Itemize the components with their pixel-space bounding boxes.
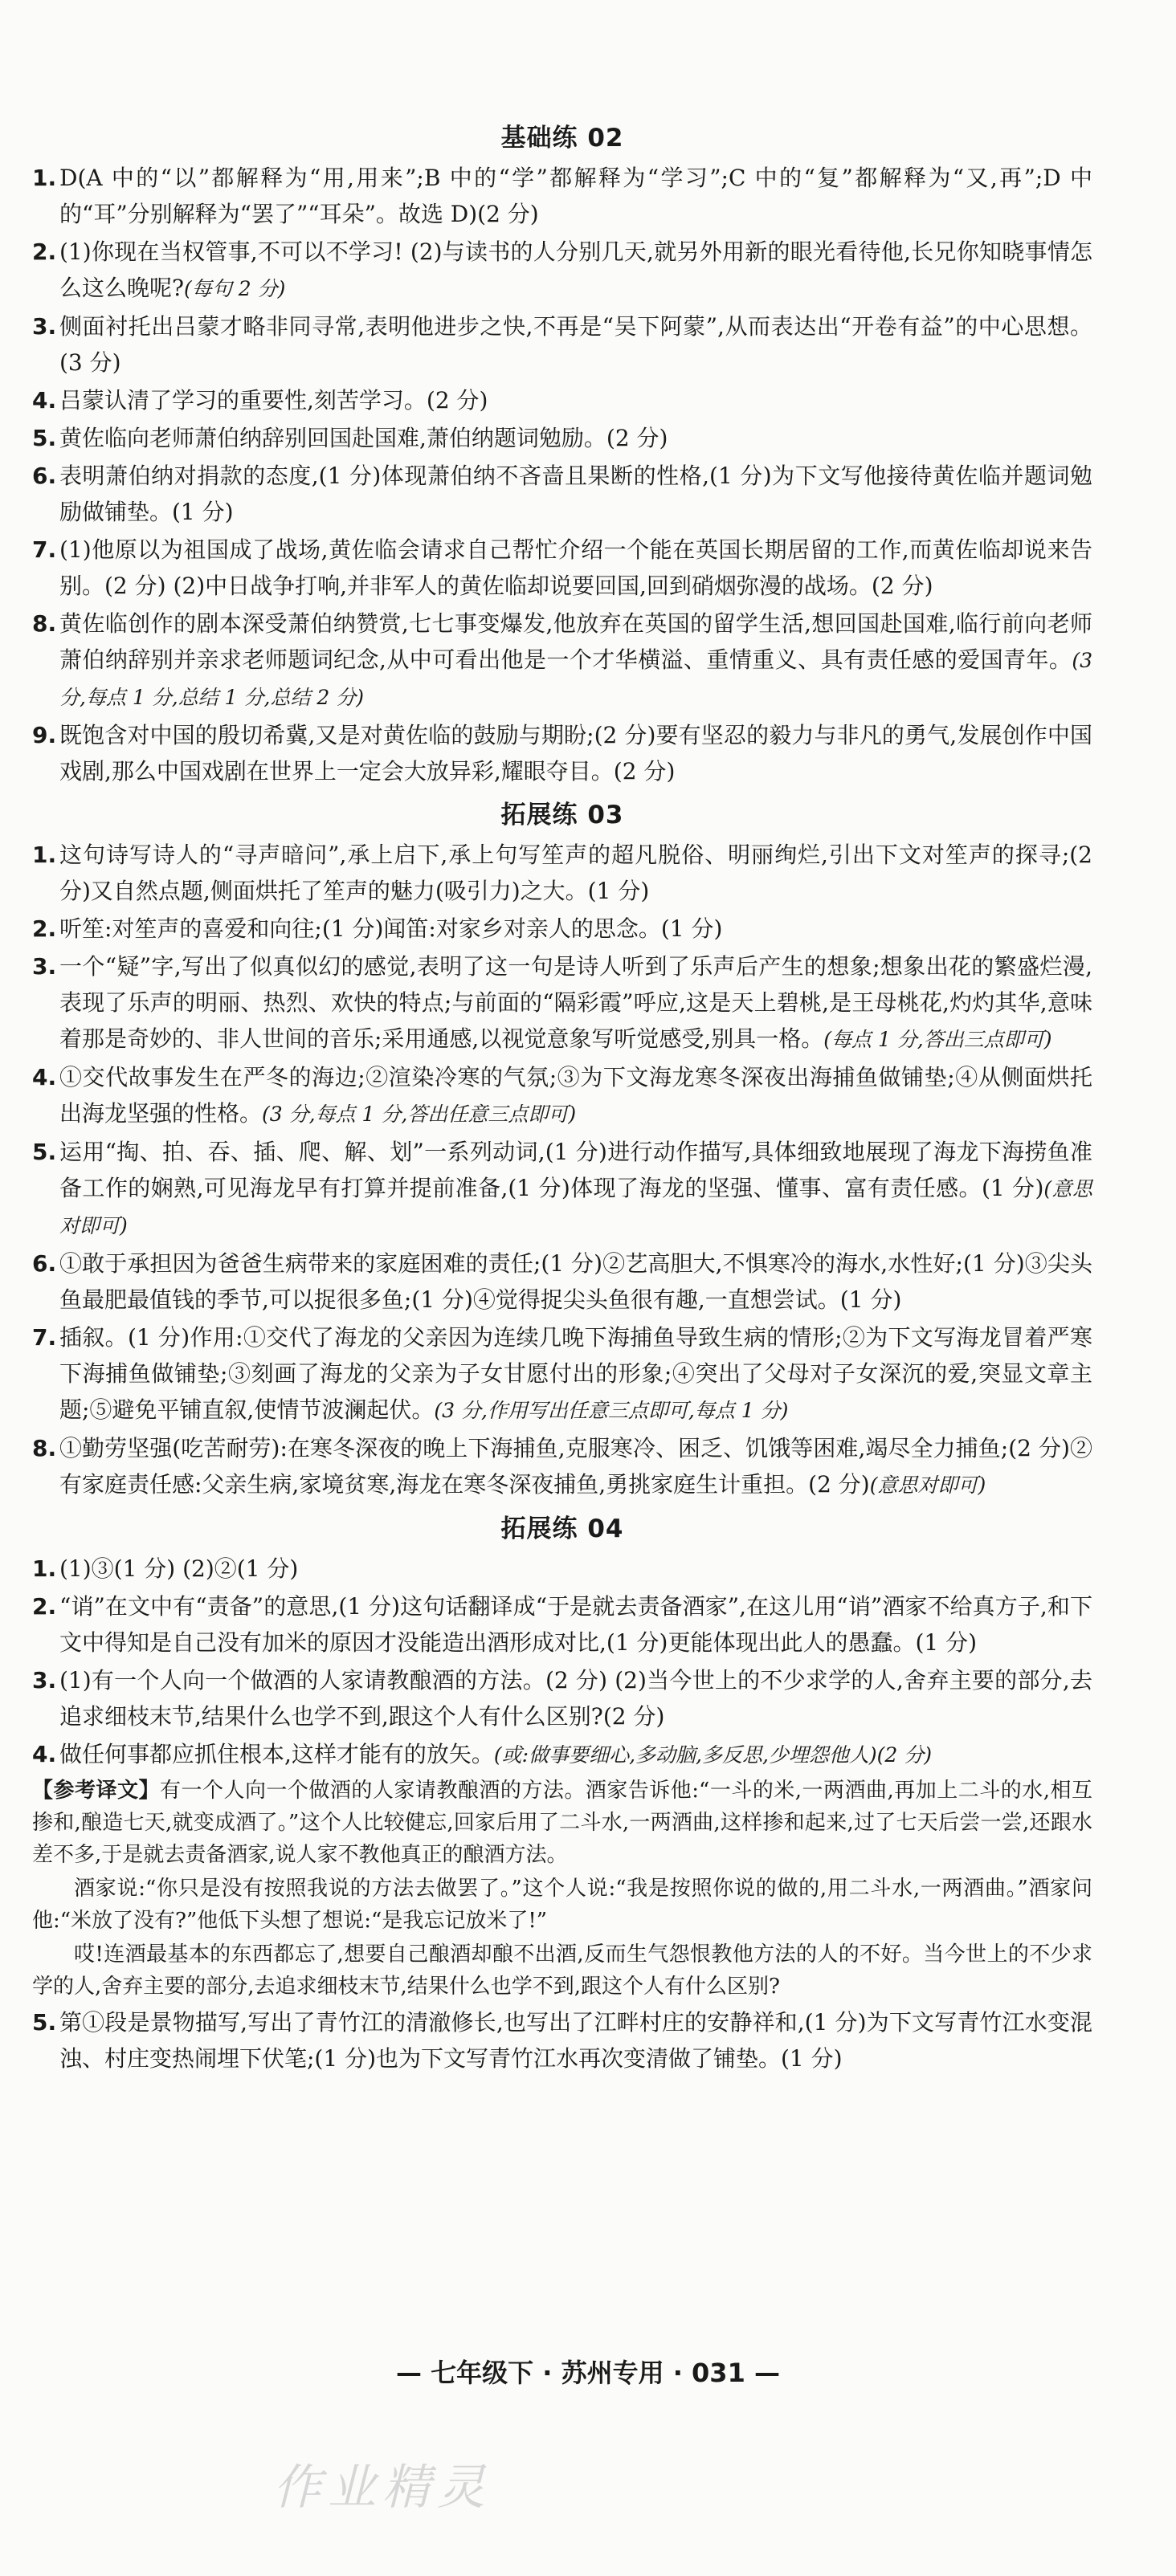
item-answer: 一个“疑”字,写出了似真似幻的感觉,表明了这一句是诗人听到了乐声后产生的想象;想象出花的繁盛烂漫,表现了乐声的明丽、热烈、欢快的特点;与前面的“隔彩霞”呼应,这是天上碧桃,是王母桃花,灼灼其华,意味着那是奇妙的、非人世间的音乐;采用通感,以视觉意象写听觉感受,别具一格。 [59, 953, 1092, 1052]
answer-item [32, 605, 1092, 715]
item-answer: (1)③(1 分) (2)②(1 分) [59, 1555, 299, 1582]
item-note: (或:做事要细心,多动脑,多反思,少埋怨他人)(2 分) [493, 1743, 933, 1767]
item-answer: 运用“掏、拍、吞、插、爬、解、划”一系列动词,(1 分)进行动作描写,具体细致地展现了海龙下海捞鱼准备工作的娴熟,可见海龙早有打算并提前准备,(1 分)体现了海龙的坚强、懂事、富有责任感。(1 分) [59, 1139, 1092, 1201]
item-answer: (1)有一个人向一个做酒的人家请教酿酒的方法。(2 分) (2)当今世上的不少求学的人,舍弃主要的部分,去追求细枝末节,结果什么也学不到,跟这个人有什么区别?(2 分) [59, 1667, 1092, 1730]
item-note: (3 分,每点 1 分,答出任意三点即可) [262, 1103, 577, 1126]
item-text [59, 382, 1092, 418]
answer-item [32, 1319, 1092, 1429]
item-answer: (1)你现在当权管事,不可以不学习! (2)与读书的人分别几天,就另外用新的眼光看待他,长兄你知晓事情怎么这么晚呢? [59, 238, 1092, 301]
item-answer: 侧面衬托出吕蒙才略非同寻常,表明他进步之快,不再是“吴下阿蒙”,从而表达出“开卷有益”的中心思想。(3 分) [59, 313, 1092, 376]
item-answer: D(A 中的“以”都解释为“用,用来”;B 中的“学”都解释为“学习”;C 中的“复”都解释为“又,再”;D 中的“耳”分别解释为“罢了”“耳朵”。故选 D)(2 分) [59, 165, 1092, 227]
item-number: 5. [32, 425, 57, 451]
answer-sections [32, 117, 1092, 1773]
answer-item [32, 458, 1092, 530]
answer-item [32, 948, 1092, 1058]
item-number: 7. [32, 1324, 57, 1351]
reference-text: 哎!连酒最基本的东西都忘了,想要自己酿酒却酿不出酒,反而生气怨恨教他方法的人的不好。当今世上的不少求学的人,舍弃主要的部分,去追求细枝末节,结果什么也学不到,跟这个人有什么区别? [32, 1942, 1092, 1999]
answer-page [32, 112, 1092, 2078]
item-number: 2. [32, 1593, 57, 1620]
item-number: 8. [32, 1435, 57, 1461]
item-answer: ①勤劳坚强(吃苦耐劳):在寒冬深夜的晚上下海捕鱼,克服寒冷、困乏、饥饿等困难,竭尽全力捕鱼;(2 分)②有家庭责任感:父亲生病,家境贫寒,海龙在寒冬深夜捕鱼,勇挑家庭生计重担。(2 分) [59, 1435, 1092, 1498]
item-number: 1. [32, 165, 57, 191]
item-text [59, 1245, 1092, 1318]
answer-item [32, 911, 1092, 947]
answer-item [32, 308, 1092, 381]
section-title: 基础练 02 [500, 124, 624, 153]
item-number: 2. [32, 915, 57, 942]
answer-item [32, 1588, 1092, 1661]
answer-item [32, 1662, 1092, 1734]
item-text [59, 948, 1092, 1058]
item-text [59, 458, 1092, 530]
item-text [59, 911, 1092, 947]
item-number: 6. [32, 463, 57, 489]
item-answer: “诮”在文中有“责备”的意思,(1 分)这句话翻译成“于是就去责备酒家”,在这儿用“诮”酒家不给真方子,和下文中得知是自己没有加米的原因才没能造出酒形成对比,(1 分)更能体现出此人的愚蠢。(1 分) [59, 1593, 1092, 1656]
answer-item [32, 1245, 1092, 1318]
item-text [59, 420, 1092, 456]
item-answer: 这句诗写诗人的“寻声暗问”,承上启下,承上句写笙声的超凡脱俗、明丽绚烂,引出下文对笙声的探寻;(2 分)又自然点题,侧面烘托了笙声的魅力(吸引力)之大。(1 分) [59, 842, 1092, 904]
answer-item [32, 1430, 1092, 1503]
item-number: 8. [32, 610, 57, 637]
item-answer: ①敢于承担因为爸爸生病带来的家庭困难的责任;(1 分)②艺高胆大,不惧寒冷的海水,水性好;(1 分)③尖头鱼最肥最值钱的季节,可以捉很多鱼;(1 分)④觉得捉尖头鱼很有趣,一直想尝试。(1 分) [59, 1250, 1092, 1313]
item-text [59, 234, 1092, 307]
item-number: 9. [32, 722, 57, 748]
item-number: 5. [32, 2009, 57, 2036]
answer-item [32, 1736, 1092, 1773]
answer-item [32, 532, 1092, 604]
answer-item [32, 160, 1092, 232]
item-note: (意思对即可) [869, 1473, 986, 1497]
item-text [59, 1319, 1092, 1429]
item-text [59, 1134, 1092, 1244]
item-number: 3. [32, 313, 57, 340]
reference-paragraph [32, 1938, 1092, 2003]
section-title: 拓展练 04 [500, 1514, 624, 1543]
answer-item [32, 1134, 1092, 1244]
item-text [59, 837, 1092, 909]
item-text [59, 532, 1092, 604]
item-number: 3. [32, 1667, 57, 1694]
item-number: 1. [32, 842, 57, 868]
item-text [59, 1430, 1092, 1503]
item-answer: 插叙。(1 分)作用:①交代了海龙的父亲因为连续几晚下海捕鱼导致生病的情形;②为下文写海龙冒着严寒下海捕鱼做铺垫;③刻画了海龙的父亲为子女甘愿付出的形象;④突出了父母对子女深沉的爱,突显文章主题;⑤避免平铺直叙,使情节波澜起伏。 [59, 1324, 1092, 1423]
item-number: 1. [32, 1555, 57, 1582]
answer-item [32, 1059, 1092, 1132]
item-note: (每句 2 分) [184, 277, 286, 300]
final-answer [32, 2004, 1092, 2077]
item-answer: 第①段是景物描写,写出了青竹江的清澈修长,也写出了江畔村庄的安静祥和,(1 分)为下文写青竹江水变混浊、村庄变热闹埋下伏笔;(1 分)也为下文写青竹江水再次变清做了铺垫。(1 分) [59, 2009, 1092, 2072]
item-number: 2. [32, 238, 57, 265]
item-number: 6. [32, 1250, 57, 1277]
item-answer: ①交代故事发生在严冬的海边;②渲染冷寒的气氛;③为下文海龙寒冬深夜出海捕鱼做铺垫;④从侧面烘托出海龙坚强的性格。 [59, 1064, 1092, 1127]
item-answer: 表明萧伯纳对捐款的态度,(1 分)体现萧伯纳不吝啬且果断的性格,(1 分)为下文写他接待黄佐临并题词勉励做铺垫。(1 分) [59, 463, 1092, 525]
reference-paragraph [32, 1775, 1092, 1871]
item-text [59, 1736, 1092, 1773]
answer-item [32, 1551, 1092, 1587]
answer-item [32, 2004, 1092, 2077]
item-answer: 既饱含对中国的殷切希冀,又是对黄佐临的鼓励与期盼;(2 分)要有坚忍的毅力与非凡的勇气,发展创作中国戏剧,那么中国戏剧在世界上一定会大放异彩,耀眼夺目。(2 分) [59, 722, 1092, 785]
item-text [59, 1551, 1092, 1587]
item-note: (3 分,作用写出任意三点即可,每点 1 分) [434, 1399, 789, 1422]
item-text [59, 717, 1092, 789]
reference-text: 有一个人向一个做酒的人家请教酿酒的方法。酒家告诉他:“一斗的米,一两酒曲,再加上二斗的水,相互掺和,酿造七天,就变成酒了。”这个人比较健忘,回家后用了二斗水,一两酒曲,这样掺和起来,过了七天后尝一尝,还跟水差不多,于是就去责备酒家,说人家不教他真正的酿酒方法。 [32, 1779, 1092, 1867]
item-answer: 听笙:对笙声的喜爱和向往;(1 分)闻笛:对家乡对亲人的思念。(1 分) [59, 915, 723, 942]
item-note: (每点 1 分,答出三点即可) [823, 1028, 1052, 1051]
answer-item [32, 234, 1092, 307]
reference-text: 酒家说:“你只是没有按照我说的方法去做罢了。”这个人说:“我是按照你说的做的,用二斗水,一两酒曲。”酒家问他:“米放了没有?”他低下头想了想说:“是我忘记放米了!” [32, 1877, 1092, 1933]
item-number: 7. [32, 536, 57, 563]
item-number: 5. [32, 1139, 57, 1165]
item-text [59, 2004, 1092, 2077]
item-text [59, 1059, 1092, 1132]
item-note: (3 分,每点 1 分,总结 1 分,总结 2 分) [59, 649, 1092, 709]
item-answer: (1)他原以为祖国成了战场,黄佐临会请求自己帮忙介绍一个能在英国长期居留的工作,而黄佐临却说来告别。(2 分) (2)中日战争打响,并非军人的黄佐临却说要回国,回到硝烟弥漫的战场。(2 分) [59, 536, 1092, 599]
item-text [59, 1588, 1092, 1661]
item-text [59, 605, 1092, 715]
item-text [59, 1662, 1092, 1734]
answer-item [32, 382, 1092, 418]
item-answer: 黄佐临创作的剧本深受萧伯纳赞赏,七七事变爆发,他放弃在英国的留学生活,想回国赴国难,临行前向老师萧伯纳辞别并亲求老师题词纪念,从中可看出他是一个才华横溢、重情重义、具有责任感的爱国青年。 [59, 610, 1092, 673]
item-text [59, 160, 1092, 232]
item-answer: 做任何事都应抓住根本,这样才能有的放矢。 [59, 1741, 494, 1767]
item-number: 4. [32, 387, 57, 414]
answer-item [32, 837, 1092, 909]
page-footer: — 七年级下 · 苏州专用 · 031 — [396, 2358, 780, 2388]
answer-item [32, 420, 1092, 456]
item-text [59, 308, 1092, 381]
item-number: 4. [32, 1064, 57, 1090]
section-title: 拓展练 03 [500, 801, 624, 829]
answer-item [32, 717, 1092, 789]
item-answer: 吕蒙认清了学习的重要性,刻苦学习。(2 分) [59, 387, 488, 414]
item-note: (意思对即可) [59, 1177, 1092, 1237]
item-answer: 黄佐临向老师萧伯纳辞别回国赴国难,萧伯纳题词勉励。(2 分) [59, 425, 668, 451]
reference-translation [32, 1775, 1092, 2003]
watermark: 作业精灵 [273, 2460, 492, 2516]
reference-paragraph [32, 1873, 1092, 1937]
reference-tag: 【参考译文】 [32, 1779, 160, 1803]
item-number: 3. [32, 953, 57, 980]
item-number: 4. [32, 1741, 57, 1767]
